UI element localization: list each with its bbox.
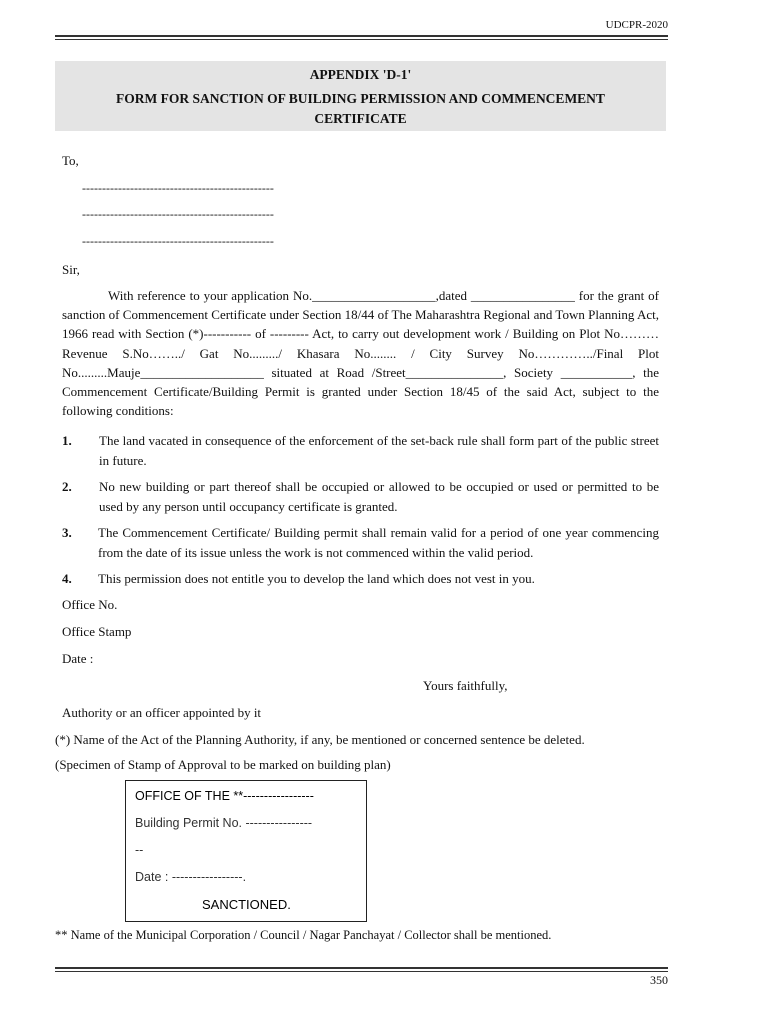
act-note: (*) Name of the Act of the Planning Authority, if any, be mentioned or concerned sentence be deleted. [55,732,585,747]
body-paragraph: With reference to your application No.___________________,dated ________________ for the grant of sanction of Commencement Certificate under Section 18/44 of The Maharashtra Regional and Town Planning Act, 1966 read with Section (*)----------- of --------- Act, to carry out development work / Building on Plot No……… Revenue S.No……../ Gat No........./ Khasara No........ / City Survey No…………../Final Plot No.........Mauje___________________ situated at Road /Street_______________, Society ___________, the Commencement Certificate/Building Permit is granted under Section 18/45 of the said Act, subject to the following conditions: [62,288,659,419]
document-code: UDCPR-2020 [605,19,668,31]
closing-yours-faithfully: Yours faithfully, [423,678,508,693]
approval-stamp-specimen [125,780,367,922]
condition-number: 3. [62,525,72,540]
date-label: Date : [62,651,94,666]
address-line-3: ------------------------------------------------ [82,234,274,248]
condition-3 [62,523,659,562]
stamp-date-line: Date : -----------------. [135,870,247,884]
condition-text: No new building or part thereof shall be occupied or allowed to be occupied or used or permitted to be used by any person until occupancy certificate is granted. [99,479,659,514]
address-line-2: ------------------------------------------------ [82,207,274,221]
office-stamp-label: Office Stamp [62,624,132,639]
condition-text: The land vacated in consequence of the enforcement of the set-back rule shall form part of the public street in future. [99,433,659,468]
condition-number: 4. [62,571,72,586]
salutation: Sir, [62,262,80,277]
header-rule-thin [55,39,668,40]
condition-number: 2. [62,479,72,494]
office-no-label: Office No. [62,597,118,612]
form-heading: FORM FOR SANCTION OF BUILDING PERMISSION AND COMMENCEMENT CERTIFICATE [116,91,605,126]
stamp-sanctioned: SANCTIONED. [202,897,291,912]
condition-text: The Commencement Certificate/ Building permit shall remain valid for a period of one year commencing from the date of its issue unless the work is not commenced within the valid period. [98,525,659,560]
authority-signature-line: Authority or an officer appointed by it [62,705,262,720]
condition-1 [62,431,659,470]
footnote: ** Name of the Municipal Corporation / Council / Nagar Panchayat / Collector shall be mentioned. [55,928,552,942]
header-rule [55,35,668,37]
to-line: To, [62,153,79,168]
appendix-title: APPENDIX 'D-1' [309,67,412,82]
specimen-note: (Specimen of Stamp of Approval to be marked on building plan) [55,757,391,772]
stamp-office-line: OFFICE OF THE **----------------- [135,789,314,803]
stamp-permit-line: Building Permit No. ---------------- [135,816,313,830]
footer-rule-thin [55,971,668,972]
address-line-1: ------------------------------------------------ [82,181,274,195]
title-band [55,61,666,131]
stamp-permit-continuation: -- [135,843,144,857]
condition-2 [62,477,659,516]
condition-number: 1. [62,433,72,448]
page-number: 350 [650,973,668,987]
condition-text: This permission does not entitle you to develop the land which does not vest in you. [98,571,535,586]
condition-4 [62,569,659,589]
footer-rule [55,967,668,969]
